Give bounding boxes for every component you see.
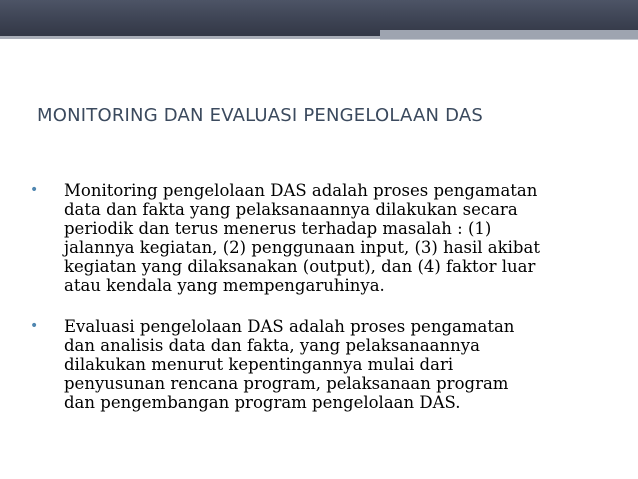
bullet-line: data dan fakta yang pelaksanaannya dilakukan secara <box>64 200 518 219</box>
bullet-line: dilakukan menurut kepentingannya mulai dari <box>64 355 454 374</box>
header-accent-line <box>380 39 638 40</box>
bullet-line: Evaluasi pengelolaan DAS adalah proses pengamatan <box>64 317 515 336</box>
bullet-line: atau kendala yang mempengaruhinya. <box>64 276 385 295</box>
bullet-line: dan analisis data dan fakta, yang pelaksanaannya <box>64 336 480 355</box>
bullet-line: jalannya kegiatan, (2) penggunaan input, (3) hasil akibat <box>64 238 540 257</box>
header-accent-block <box>380 30 638 39</box>
bullet-line: kegiatan yang dilaksanakan (output), dan (4) faktor luar <box>64 257 536 276</box>
bullet-line: dan pengembangan program pengelolaan DAS. <box>64 393 461 412</box>
bullet-icon: • <box>30 182 39 198</box>
bullet-line: periodik dan terus menerus terhadap masalah : (1) <box>64 219 492 238</box>
bullet-line: Monitoring pengelolaan DAS adalah proses pengamatan <box>64 181 538 200</box>
bullet-text <box>64 317 610 412</box>
bullet-list <box>30 181 610 434</box>
slide-title: MONITORING DAN EVALUASI PENGELOLAAN DAS <box>37 105 483 126</box>
bullet-text <box>64 181 610 295</box>
bullet-item-monitoring <box>30 181 610 295</box>
bullet-item-evaluasi <box>30 317 610 412</box>
bullet-line: penyusunan rencana program, pelaksanaan program <box>64 374 509 393</box>
bullet-icon: • <box>30 318 39 334</box>
